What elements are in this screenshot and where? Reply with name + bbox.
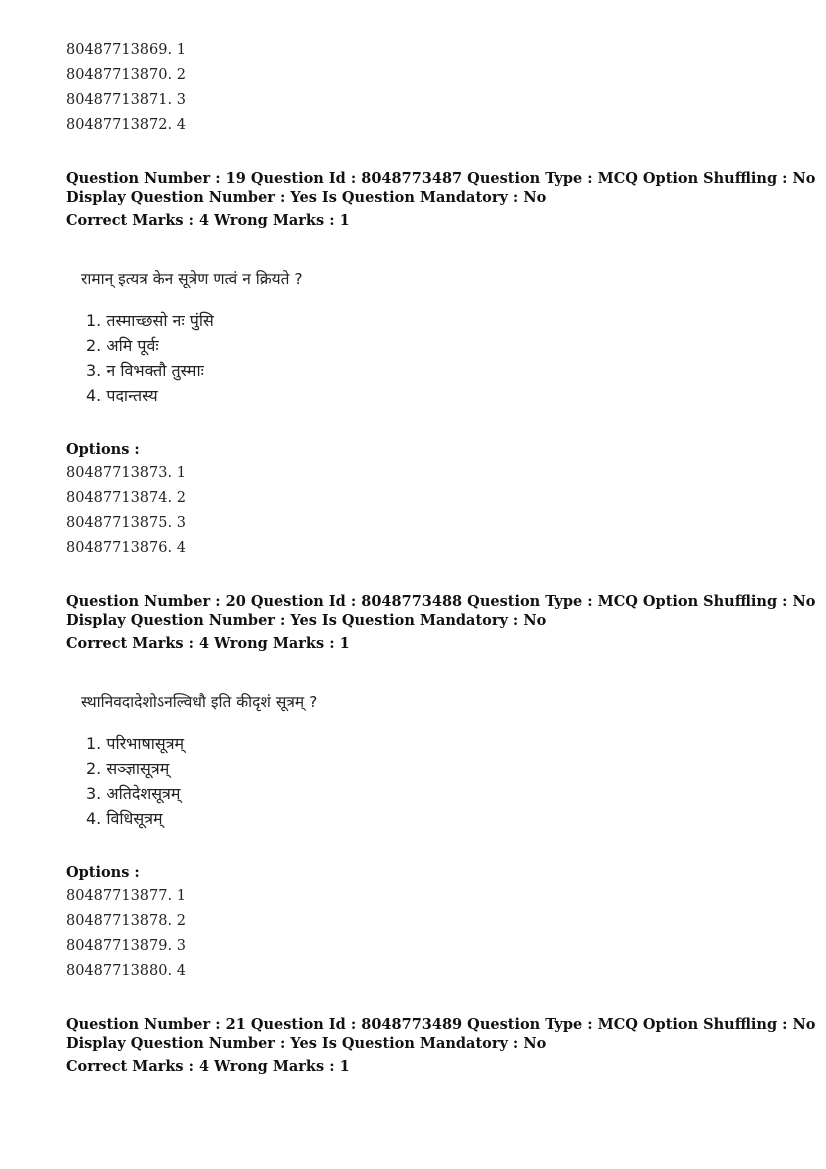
option-id-line: 80487713869. 1: [66, 42, 186, 58]
question-19-text: रामान् इत्यत्र केन सूत्रेण णत्वं न क्रियते ?: [81, 270, 303, 288]
question-19-meta-line2: Display Question Number : Yes Is Question Mandatory : No: [66, 189, 547, 206]
option-id-line: 80487713877. 1: [66, 888, 186, 904]
option-id-line: 80487713876. 4: [66, 540, 186, 556]
option-id-line: 80487713875. 3: [66, 515, 186, 531]
question-20-choice: 3. अतिदेशसूत्रम्: [86, 784, 181, 803]
question-19-choice: 1. तस्माच्छसो नः पुंसि: [86, 311, 214, 330]
option-id-line: 80487713873. 1: [66, 465, 186, 481]
question-19-choice: 2. अमि पूर्वः: [86, 336, 159, 355]
options-label: Options :: [66, 441, 140, 458]
option-id-line: 80487713878. 2: [66, 913, 186, 929]
option-id-line: 80487713879. 3: [66, 938, 186, 954]
options-label: Options :: [66, 864, 140, 881]
question-21-meta-line2: Display Question Number : Yes Is Question Mandatory : No: [66, 1035, 547, 1052]
option-id-line: 80487713880. 4: [66, 963, 186, 979]
question-20-choice: 2. सञ्ज्ञासूत्रम्: [86, 759, 170, 778]
question-21-meta-line1: Question Number : 21 Question Id : 8048773489 Question Type : MCQ Option Shuffling : No: [66, 1016, 816, 1033]
question-20-meta-line1: Question Number : 20 Question Id : 8048773488 Question Type : MCQ Option Shuffling : No: [66, 593, 816, 610]
question-19-meta-line1: Question Number : 19 Question Id : 8048773487 Question Type : MCQ Option Shuffling : No: [66, 170, 816, 187]
option-id-line: 80487713870. 2: [66, 67, 186, 83]
question-20-choice: 1. परिभाषासूत्रम्: [86, 734, 185, 753]
option-id-line: 80487713874. 2: [66, 490, 186, 506]
question-20-text: स्थानिवदादेशोऽनल्विधौ इति कीदृशं सूत्रम् ?: [81, 693, 318, 711]
question-19-meta-line3: Correct Marks : 4 Wrong Marks : 1: [66, 212, 350, 229]
question-20-choice: 4. विधिसूत्रम्: [86, 809, 163, 828]
question-19-choice: 4. पदान्तस्य: [86, 386, 158, 405]
question-21-meta-line3: Correct Marks : 4 Wrong Marks : 1: [66, 1058, 350, 1075]
option-id-line: 80487713871. 3: [66, 92, 186, 108]
question-20-meta-line2: Display Question Number : Yes Is Question Mandatory : No: [66, 612, 547, 629]
option-id-line: 80487713872. 4: [66, 117, 186, 133]
question-19-choice: 3. न विभक्तौ तुस्माः: [86, 361, 204, 380]
question-20-meta-line3: Correct Marks : 4 Wrong Marks : 1: [66, 635, 350, 652]
